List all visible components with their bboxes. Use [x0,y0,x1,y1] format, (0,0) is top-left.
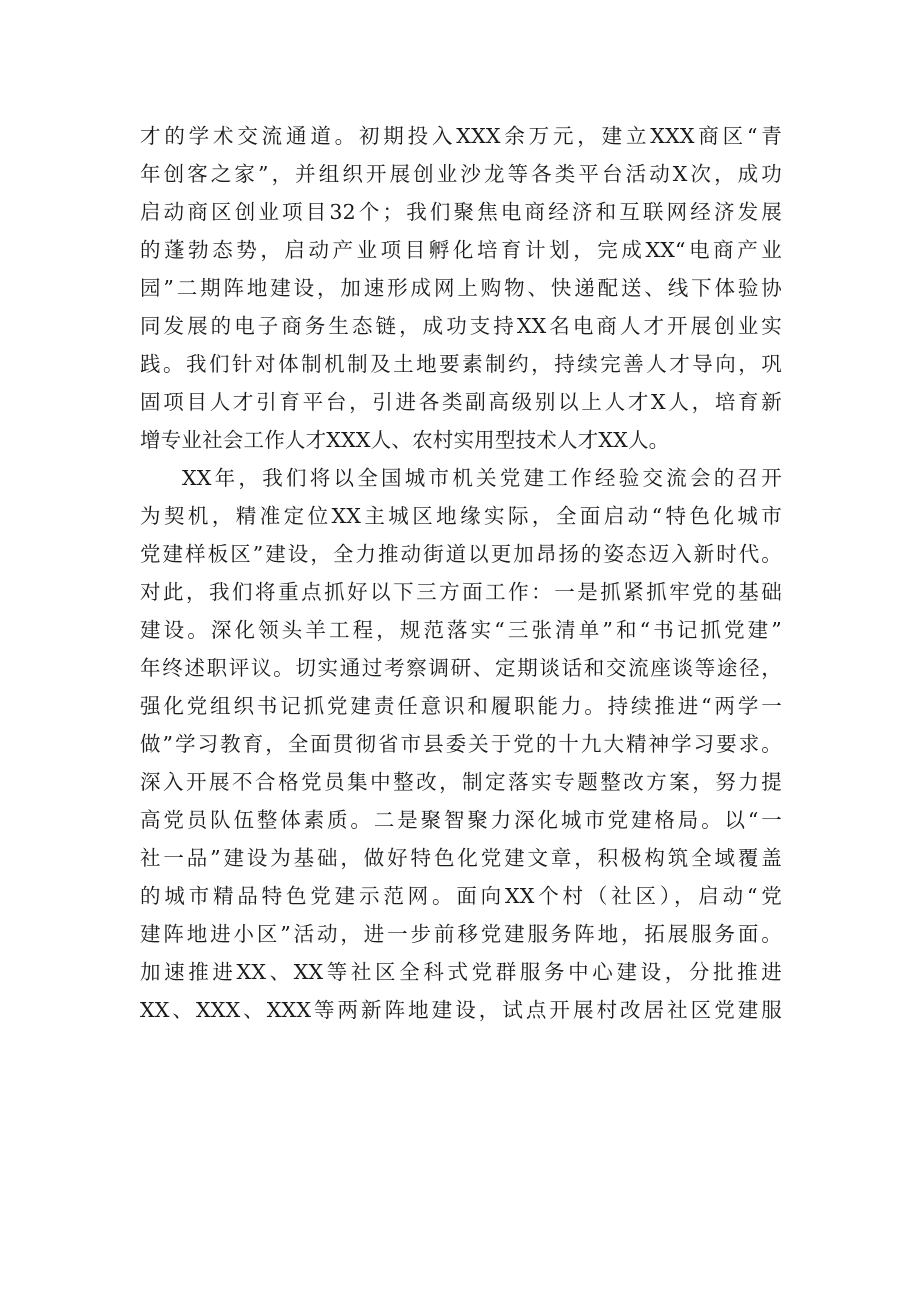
text-line: 启动商区创业项目32个；我们聚焦电商经济和互联网经济发展 [140,200,782,224]
text-line: XX年，我们将以全国城市机关党建工作经验交流会的召开 [182,466,782,490]
text-line: 年终述职评议。切实通过考察调研、定期谈话和交流座谈等途径， [140,656,782,680]
text-line: 对此，我们将重点抓好以下三方面工作：一是抓紧抓牢党的基础 [140,580,782,604]
text-line: 同发展的电子商务生态链，成功支持XX名电商人才开展创业实 [140,314,782,338]
document-body [140,117,782,1029]
paragraph-2 [140,459,782,1029]
text-line: 加速推进XX、XX等社区全科式党群服务中心建设，分批推进 [140,960,782,984]
text-line: 为契机，精准定位XX主城区地缘实际，全面启动“特色化城市 [140,504,782,528]
text-line: 增专业社会工作人才XXX人、农村实用型技术人才XX人。 [140,428,670,452]
text-line: 才的学术交流通道。初期投入XXX余万元，建立XXX商区“青 [140,124,782,148]
text-line: 的城市精品特色党建示范网。面向XX个村（社区），启动“党 [140,884,782,908]
text-line: 践。我们针对体制机制及土地要素制约，持续完善人才导向，巩 [140,352,782,376]
text-line: 深入开展不合格党员集中整改，制定落实专题整改方案，努力提 [140,770,782,794]
text-line: 园”二期阵地建设，加速形成网上购物、快递配送、线下体验协 [140,276,782,300]
text-line: 高党员队伍整体素质。二是聚智聚力深化城市党建格局。以“一 [140,808,782,832]
text-line: 社一品”建设为基础，做好特色化党建文章，积极构筑全域覆盖 [140,846,782,870]
text-line: 做”学习教育，全面贯彻省市县委关于党的十九大精神学习要求。 [140,732,782,756]
text-line: 年创客之家”，并组织开展创业沙龙等各类平台活动X次，成功 [140,162,782,186]
paragraph-1 [140,117,782,459]
text-line: 党建样板区”建设，全力推动街道以更加昂扬的姿态迈入新时代。 [140,542,782,566]
text-line: 固项目人才引育平台，引进各类副高级别以上人才X人，培育新 [140,390,782,414]
text-line: XX、XXX、XXX等两新阵地建设，试点开展村改居社区党建服 [140,998,782,1022]
text-line: 强化党组织书记抓党建责任意识和履职能力。持续推进“两学一 [140,694,782,718]
text-line: 建阵地进小区”活动，进一步前移党建服务阵地，拓展服务面。 [140,922,782,946]
text-line: 建设。深化领头羊工程，规范落实“三张清单”和“书记抓党建” [140,618,782,642]
text-line: 的蓬勃态势，启动产业项目孵化培育计划，完成XX“电商产业 [140,238,782,262]
